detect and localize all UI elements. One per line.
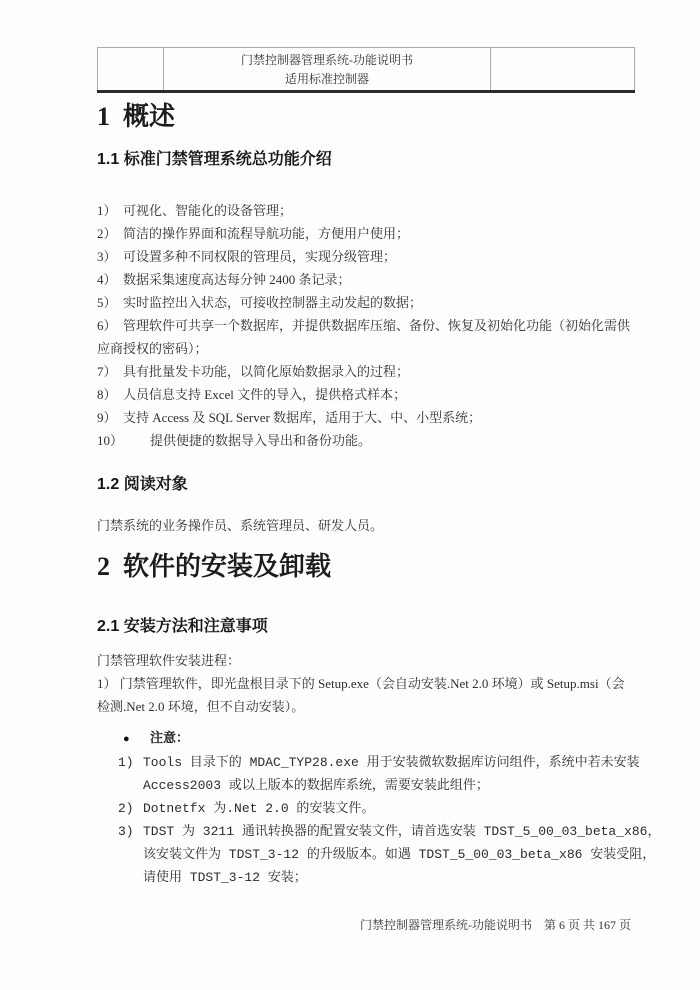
feature-list-item <box>97 268 634 291</box>
feature-item-text: 可设置多种不同权限的管理员，实现分级管理； <box>123 249 397 264</box>
heading-2-install: 2 软件的安装及卸载 <box>97 552 332 581</box>
feature-item-text: 提供便捷的数据导入导出和备份功能。 <box>150 433 372 448</box>
note-row-number: 1) <box>118 755 134 770</box>
feature-item-number: 5） <box>97 295 117 310</box>
install-step-line: 1） 门禁管理软件，即光盘根目录下的 Setup.exe（会自动安装.Net 2.0 环境）或 Setup.msi（会 <box>97 676 625 691</box>
install-intro: 门禁管理软件安装进程： <box>97 653 241 668</box>
note-row-number: 2) <box>118 801 134 816</box>
feature-item-number: 7） <box>97 364 117 379</box>
feature-item-number: 4） <box>97 272 117 287</box>
feature-item-number: 1） <box>97 203 117 218</box>
install-step-line: 检测.Net 2.0 环境，但不自动安装）。 <box>97 699 305 714</box>
note-row <box>97 843 656 866</box>
feature-item-number: 6） <box>97 318 117 333</box>
feature-item-number: 8） <box>97 387 117 402</box>
page-footer: 门禁控制器管理系统-功能说明书 第 6 页 共 167 页 <box>360 918 631 932</box>
note-row <box>97 797 634 820</box>
heading-1-2-readers: 1.2 阅读对象 <box>97 476 188 493</box>
bullet-icon: ● <box>123 733 130 745</box>
install-step-lines <box>97 672 634 718</box>
feature-item-number: 9） <box>97 410 117 425</box>
feature-list-item <box>97 406 634 429</box>
feature-item-text: 具有批量发卡功能，以简化原始数据录入的过程； <box>123 364 410 379</box>
note-row-number: 3) <box>118 824 134 839</box>
feature-list-item <box>97 383 634 406</box>
note-row <box>97 820 661 843</box>
notes-header <box>97 726 634 751</box>
heading-2-1-method: 2.1 安装方法和注意事项 <box>97 618 268 635</box>
note-row <box>97 774 634 797</box>
feature-list-item <box>97 429 634 452</box>
note-row-text: Tools 目录下的 MDAC_TYP28.exe 用于安装微软数据库访问组件，系统中若未安装 <box>143 755 640 770</box>
feature-list <box>97 199 634 452</box>
feature-list-item <box>97 245 634 268</box>
note-row <box>97 751 640 774</box>
note-row-text: Dotnetfx 为.Net 2.0 的安装文件。 <box>143 801 375 816</box>
notes-label: 注意： <box>150 730 190 745</box>
note-row-text: 请使用 TDST_3-12 安装； <box>143 870 307 885</box>
header-title-line1: 门禁控制器管理系统-功能说明书 <box>241 53 413 67</box>
notes-rows <box>97 751 661 889</box>
feature-item-text: 实时监控出入状态，可接收控制器主动发起的数据； <box>123 295 423 310</box>
feature-item-text: 人员信息支持 Excel 文件的导入，提供格式样本； <box>123 387 407 402</box>
feature-item-number: 3） <box>97 249 117 264</box>
install-steps <box>97 649 634 718</box>
page-header-table <box>97 47 635 93</box>
feature-list-item <box>97 314 634 360</box>
note-row <box>97 866 634 889</box>
feature-item-text: 简洁的操作界面和流程导航功能，方便用户使用； <box>123 226 410 241</box>
note-row-text: TDST 为 3211 通讯转换器的配置安装文件，请首选安装 TDST_5_00_03_beta_x86， <box>143 824 661 839</box>
feature-item-text: 数据采集速度高达每分钟 2400 条记录； <box>123 272 351 287</box>
feature-item-text: 可视化、智能化的设备管理； <box>123 203 293 218</box>
feature-item-text: 支持 Access 及 SQL Server 数据库，适用于大、中、小型系统； <box>123 410 482 425</box>
feature-item-number: 10） <box>97 433 124 448</box>
note-row-text: 该安装文件为 TDST_3-12 的升级版本。如遇 TDST_5_00_03_beta_x86 安装受阻， <box>143 847 656 862</box>
feature-item-text: 管理软件可共享一个数据库，并提供数据库压缩、备份、恢复及初始化功能（初始化需供应商授权的密码）； <box>97 318 631 356</box>
feature-list-item <box>97 291 634 314</box>
feature-item-number: 2） <box>97 226 117 241</box>
heading-1-overview: 1 概述 <box>97 102 176 131</box>
notes-block <box>97 726 661 889</box>
readers-paragraph: 门禁系统的业务操作员、系统管理员、研发人员。 <box>97 518 384 533</box>
header-cell-left <box>97 48 163 90</box>
feature-list-item <box>97 199 634 222</box>
header-cell-title <box>163 48 490 90</box>
feature-list-item <box>97 360 634 383</box>
note-row-text: Access2003 或以上版本的数据库系统，需要安装此组件； <box>143 778 489 793</box>
feature-list-item <box>97 222 634 245</box>
header-title-line2: 适用标准控制器 <box>284 72 369 86</box>
heading-1-1-features: 1.1 标准门禁管理系统总功能介绍 <box>97 151 332 168</box>
header-cell-right <box>490 48 635 90</box>
